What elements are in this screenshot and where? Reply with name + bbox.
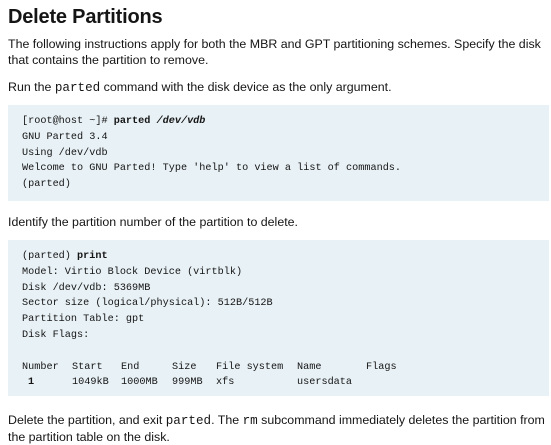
column-header-start: Start (72, 361, 103, 373)
partition-table-header (22, 360, 535, 376)
code-line: Welcome to GNU Parted! Type 'help' to view a list of commands. (22, 163, 402, 175)
partition-end-cell: 1000MB (121, 377, 158, 389)
code-line: Model: Virtio Block Device (virtblk) (22, 266, 243, 278)
step-identify-text: Identify the partition number of the partition to delete. (8, 215, 298, 229)
column-header-name: Name (297, 361, 322, 373)
code-line: Using /dev/vdb (22, 147, 108, 159)
rm-inline-code: rm (242, 414, 258, 428)
code-block-print-content (22, 249, 535, 391)
column-header-size: Size (172, 361, 197, 373)
column-header-end: End (121, 361, 140, 373)
step-delete-before: Delete the partition, and exit (8, 413, 166, 427)
code-line: Partition Table: gpt (22, 314, 145, 326)
step-run-parted-text (8, 79, 548, 96)
code-blank-line (22, 344, 535, 360)
code-block-parted-start-content (22, 114, 535, 193)
code-block-parted-start[interactable] (8, 105, 549, 201)
code-line: Disk /dev/vdb: 5369MB (22, 282, 151, 294)
column-header-file-system: File system (216, 361, 284, 373)
code-line: Disk Flags: (22, 329, 90, 341)
print-command: print (77, 251, 108, 262)
intro-paragraph: The following instructions apply for both the MBR and GPT partitioning schemes. Specify the disk that contains the partition to remove. (8, 37, 541, 67)
partition-name-cell: usersdata (297, 377, 353, 389)
column-header-number: Number (22, 361, 59, 373)
step-run-parted-after: command with the disk device as the only argument. (100, 80, 392, 94)
partition-table-row (22, 375, 535, 391)
code-line: Sector size (logical/physical): 512B/512B (22, 298, 273, 310)
section-heading: Delete Partitions (8, 6, 163, 28)
step-delete-text (8, 412, 548, 445)
code-block-print[interactable] (8, 240, 549, 396)
step-delete-middle: . The (211, 413, 243, 427)
partition-size-cell: 999MB (172, 377, 203, 389)
code-line-print-command (22, 249, 535, 265)
column-header-flags: Flags (366, 361, 397, 373)
partition-filesystem-cell: xfs (216, 377, 235, 389)
partition-start-cell: 1049kB (72, 377, 109, 389)
code-line-command (22, 114, 535, 130)
parted-prompt: (parted) (22, 251, 78, 262)
parted-inline-code: parted (54, 81, 101, 95)
shell-command-argument: /dev/vdb (156, 116, 206, 127)
step-run-parted-before: Run the (8, 80, 55, 94)
code-line: (parted) (22, 179, 71, 191)
shell-command: parted (113, 116, 157, 127)
parted-inline-code: parted (165, 414, 212, 428)
partition-number-cell: 1 (28, 377, 35, 389)
code-line: GNU Parted 3.4 (22, 131, 108, 143)
step-delete-after: subcommand immediately deletes the partition from the partition table on the disk. (8, 413, 545, 444)
shell-prompt: [root@host ~]# (22, 116, 114, 127)
